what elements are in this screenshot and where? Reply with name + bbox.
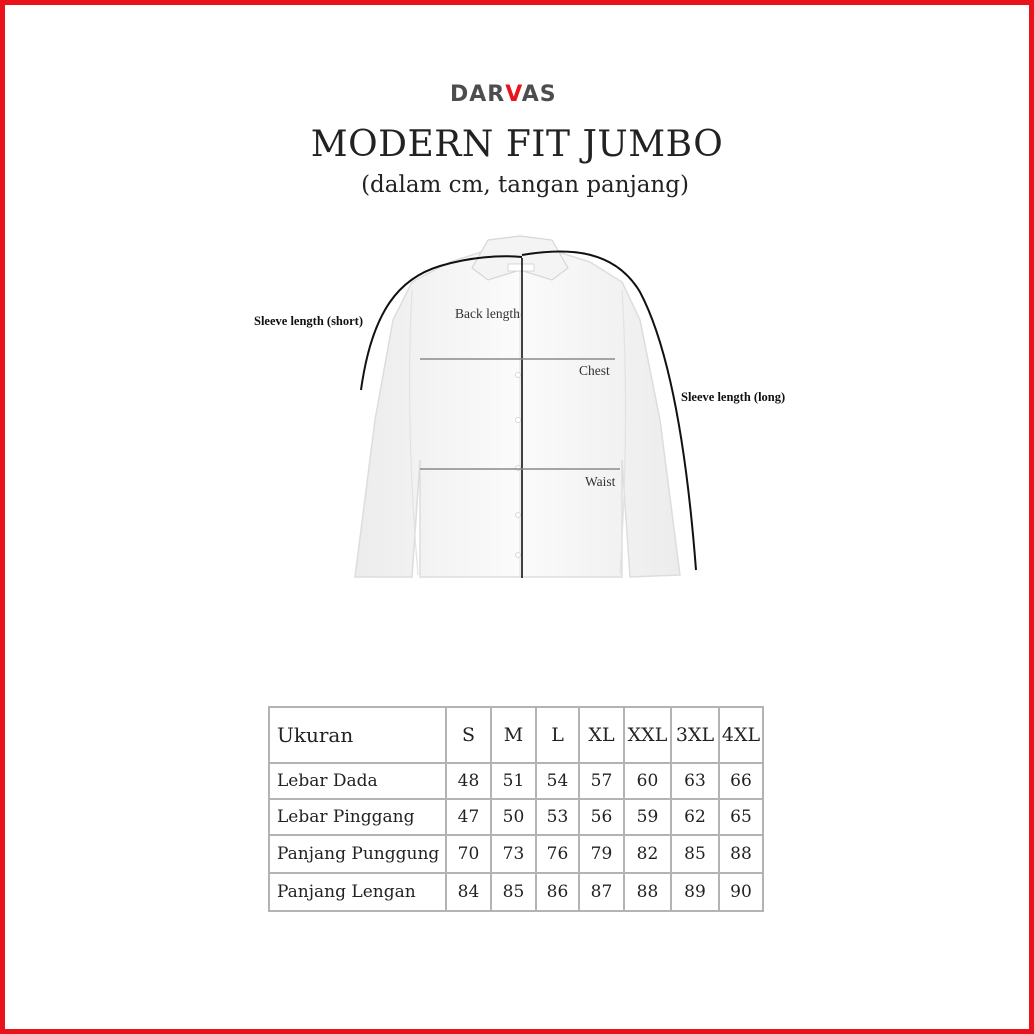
table-row (269, 835, 763, 873)
size-header-cell: 4XL (719, 707, 763, 763)
label-sleeve-long: Sleeve length (long) (681, 390, 786, 404)
value-cell: 63 (671, 763, 719, 799)
value-cell: 54 (536, 763, 579, 799)
label-back-length: Back length (455, 306, 520, 321)
table-row (269, 799, 763, 835)
value-cell: 70 (446, 835, 491, 873)
value-cell: 57 (579, 763, 624, 799)
value-cell: 47 (446, 799, 491, 835)
value-cell: 50 (491, 799, 536, 835)
shirt-body (355, 250, 680, 577)
table-row (269, 873, 763, 911)
value-cell: 82 (624, 835, 671, 873)
page-title: MODERN FIT JUMBO (310, 124, 724, 165)
value-cell: 65 (719, 799, 763, 835)
size-header-cell: L (536, 707, 579, 763)
size-header-cell: 3XL (671, 707, 719, 763)
value-cell: 89 (671, 873, 719, 911)
value-cell: 73 (491, 835, 536, 873)
value-cell: 60 (624, 763, 671, 799)
size-header-cell: S (446, 707, 491, 763)
value-cell: 51 (491, 763, 536, 799)
size-header-cell: XXL (624, 707, 671, 763)
value-cell: 48 (446, 763, 491, 799)
row-label-cell: Panjang Lengan (269, 873, 446, 911)
value-cell: 86 (536, 873, 579, 911)
label-sleeve-short: Sleeve length (short) (254, 314, 364, 328)
row-label-cell: Lebar Pinggang (269, 799, 446, 835)
logo-text-suffix: AS (521, 82, 557, 107)
value-cell: 56 (579, 799, 624, 835)
value-cell: 53 (536, 799, 579, 835)
value-cell: 59 (624, 799, 671, 835)
logo-text-accent: V (505, 82, 522, 107)
value-cell: 88 (624, 873, 671, 911)
size-chart-table (268, 706, 764, 912)
value-cell: 87 (579, 873, 624, 911)
value-cell: 79 (579, 835, 624, 873)
table-row (269, 763, 763, 799)
label-chest: Chest (579, 363, 610, 378)
value-cell: 66 (719, 763, 763, 799)
size-header-row (269, 707, 763, 763)
value-cell: 85 (671, 835, 719, 873)
collar-tag (508, 264, 534, 271)
row-label-cell: Lebar Dada (269, 763, 446, 799)
value-cell: 85 (491, 873, 536, 911)
value-cell: 62 (671, 799, 719, 835)
value-cell: 76 (536, 835, 579, 873)
row-label-cell: Panjang Punggung (269, 835, 446, 873)
page-subtitle: (dalam cm, tangan panjang) (361, 172, 689, 198)
value-cell: 90 (719, 873, 763, 911)
size-header-cell: M (491, 707, 536, 763)
label-waist: Waist (585, 474, 616, 489)
value-cell: 88 (719, 835, 763, 873)
value-cell: 84 (446, 873, 491, 911)
header-label-cell: Ukuran (269, 707, 446, 763)
size-header-cell: XL (579, 707, 624, 763)
logo-text-prefix: DAR (450, 82, 506, 107)
